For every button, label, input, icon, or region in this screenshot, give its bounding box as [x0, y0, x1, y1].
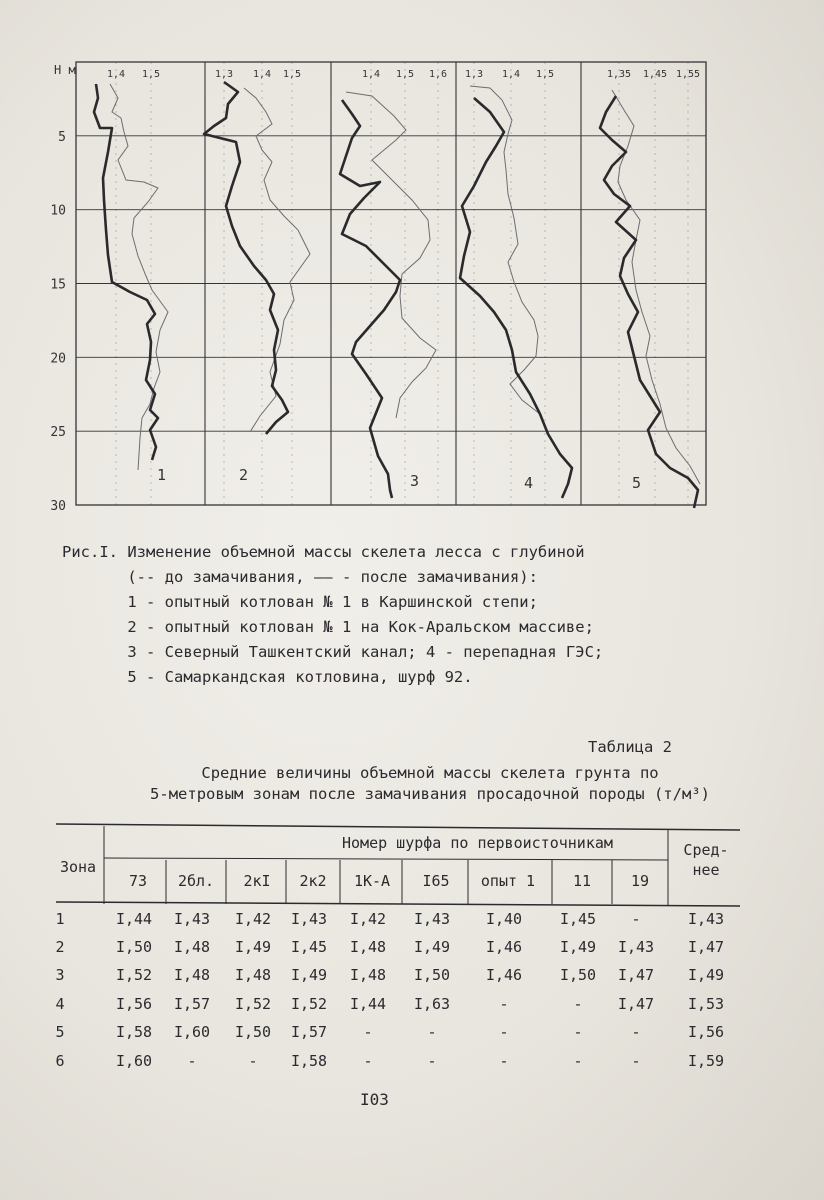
table-title-line: 5-метровым зонам после замачивания просадочной породы (т/м³) [150, 785, 710, 803]
x-tick-label: 1,45 [642, 69, 668, 80]
value-cell: - [363, 1052, 373, 1070]
depth-tick-label: 5 [58, 129, 66, 145]
value-cell: - [631, 910, 641, 928]
value-cell: I,50 [413, 966, 451, 984]
value-cell: - [427, 1023, 437, 1041]
depth-tick-label: 15 [50, 277, 66, 293]
value-cell: - [573, 1052, 583, 1070]
x-tick-label: 1,5 [535, 69, 555, 80]
zone-cell: 1 [55, 910, 65, 928]
value-cell: I,46 [485, 966, 523, 984]
value-cell: I,58 [115, 1023, 153, 1041]
caption-line: Рис.I. Изменение объемной массы скелета лесса с глубиной [62, 543, 585, 561]
value-cell: I,60 [173, 1023, 211, 1041]
shaft-column-header: 73 [128, 872, 148, 890]
value-cell: I,50 [234, 1023, 272, 1041]
value-cell: I,40 [485, 910, 523, 928]
panel-number: 2 [239, 466, 249, 484]
depth-tick-label: 30 [50, 499, 66, 514]
value-cell: I,42 [234, 910, 272, 928]
value-cell: I,52 [290, 995, 328, 1013]
shaft-column-header: 11 [572, 872, 592, 890]
curve-before-soaking [470, 86, 540, 414]
table-label: Таблица 2 [588, 738, 672, 756]
shaft-column-header: 2к2 [299, 872, 327, 890]
x-tick-label: 1,5 [395, 69, 415, 80]
value-cell: I,48 [234, 966, 272, 984]
value-cell: I,43 [413, 910, 451, 928]
value-cell: - [573, 995, 583, 1013]
value-cell: I,43 [290, 910, 328, 928]
value-cell: I,52 [115, 966, 153, 984]
zone-cell: 3 [55, 966, 65, 984]
depth-tick-label: 20 [50, 351, 66, 367]
value-cell: I,57 [173, 995, 211, 1013]
zone-cell: 5 [55, 1023, 65, 1041]
value-cell: I,48 [349, 966, 387, 984]
x-tick-label: 1,35 [606, 69, 632, 80]
x-tick-label: 1,3 [464, 69, 484, 80]
shaft-column-header: 1К-А [353, 872, 391, 890]
page-number: I03 [360, 1090, 389, 1109]
value-cell: I,48 [173, 938, 211, 956]
x-tick-label: 1,4 [361, 69, 381, 80]
value-cell: I,52 [234, 995, 272, 1013]
average-cell: I,49 [687, 966, 725, 984]
caption-line: 1 - опытный котлован № 1 в Каршинской степи; [62, 593, 538, 611]
shaft-column-header: 2бл. [177, 872, 215, 890]
value-cell: I,49 [559, 938, 597, 956]
curve-after-soaking [204, 82, 288, 434]
curve-after-soaking [460, 98, 572, 498]
x-tick-label: 1,5 [282, 69, 302, 80]
curve-before-soaking [346, 92, 436, 418]
zone-cell: 6 [55, 1052, 65, 1070]
value-cell: I,46 [485, 938, 523, 956]
x-tick-label: 1,4 [501, 69, 521, 80]
value-cell: I,58 [290, 1052, 328, 1070]
curve-after-soaking [600, 96, 698, 508]
value-cell: I,42 [349, 910, 387, 928]
value-cell: I,44 [115, 910, 153, 928]
caption-line: 3 - Северный Ташкентский канал; 4 - перепадная ГЭС; [62, 643, 604, 661]
table-title [40, 763, 820, 805]
value-cell: - [499, 1023, 509, 1041]
group-header-rule [104, 858, 668, 860]
x-tick-label: 1,3 [214, 69, 234, 80]
x-tick-label: 1,5 [141, 69, 161, 80]
header-bottom-rule [56, 902, 740, 906]
panel-number: 4 [524, 474, 534, 492]
x-tick-label: 1,55 [675, 69, 701, 80]
depth-axis-label: Н м [54, 63, 76, 77]
value-cell: I,47 [617, 995, 655, 1013]
x-tick-label: 1,4 [106, 69, 126, 80]
average-cell: I,53 [687, 995, 725, 1013]
average-cell: I,56 [687, 1023, 725, 1041]
value-cell: - [573, 1023, 583, 1041]
value-cell: I,60 [115, 1052, 153, 1070]
zone-column-header: Зона [59, 858, 97, 876]
value-cell: I,43 [617, 938, 655, 956]
average-column-header: Сред- нее [683, 841, 729, 879]
value-cell: - [248, 1052, 258, 1070]
value-cell: I,45 [290, 938, 328, 956]
value-cell: I,48 [349, 938, 387, 956]
shaft-column-header: 2кI [243, 872, 271, 890]
average-cell: I,59 [687, 1052, 725, 1070]
value-cell: - [499, 995, 509, 1013]
value-cell: - [363, 1023, 373, 1041]
panel-number: 5 [632, 474, 642, 492]
value-cell: I,49 [413, 938, 451, 956]
value-cell: - [499, 1052, 509, 1070]
shaft-column-header: 19 [630, 872, 650, 890]
average-cell: I,47 [687, 938, 725, 956]
x-tick-label: 1,6 [428, 69, 448, 80]
zone-cell: 4 [55, 995, 65, 1013]
value-cell: I,56 [115, 995, 153, 1013]
panel-number: 3 [410, 472, 420, 490]
depth-tick-label: 10 [50, 203, 66, 219]
x-tick-label: 1,4 [252, 69, 272, 80]
depth-tick-label: 25 [50, 425, 66, 441]
value-cell: I,63 [413, 995, 451, 1013]
value-cell: I,49 [234, 938, 272, 956]
table-title-line: Средние величины объемной массы скелета грунта по [201, 764, 659, 782]
caption-line: (-- до замачивания, —— - после замачивания): [62, 568, 538, 586]
value-cell: I,47 [617, 966, 655, 984]
figure-caption [62, 540, 603, 690]
curve-before-soaking [110, 84, 168, 470]
value-cell: I,57 [290, 1023, 328, 1041]
value-cell: I,44 [349, 995, 387, 1013]
depth-profile-figure [0, 0, 824, 540]
value-cell: - [631, 1023, 641, 1041]
average-cell: I,43 [687, 910, 725, 928]
value-cell: I,49 [290, 966, 328, 984]
caption-line: 5 - Самаркандская котловина, шурф 92. [62, 668, 473, 686]
curve-after-soaking [340, 100, 400, 498]
value-cell: I,50 [115, 938, 153, 956]
curve-before-soaking [244, 88, 310, 432]
table-top-rule [56, 824, 740, 830]
value-cell: - [631, 1052, 641, 1070]
shaft-column-header: I65 [422, 872, 450, 890]
shaft-group-header: Номер шурфа по первоисточникам [342, 834, 613, 852]
value-cell: - [187, 1052, 197, 1070]
panel-number: 1 [157, 466, 167, 484]
value-cell: I,45 [559, 910, 597, 928]
zone-cell: 2 [55, 938, 65, 956]
value-cell: I,50 [559, 966, 597, 984]
shaft-column-header: опыт 1 [480, 872, 536, 890]
value-cell: I,48 [173, 966, 211, 984]
caption-line: 2 - опытный котлован № 1 на Кок-Аральском массиве; [62, 618, 594, 636]
value-cell: I,43 [173, 910, 211, 928]
value-cell: - [427, 1052, 437, 1070]
